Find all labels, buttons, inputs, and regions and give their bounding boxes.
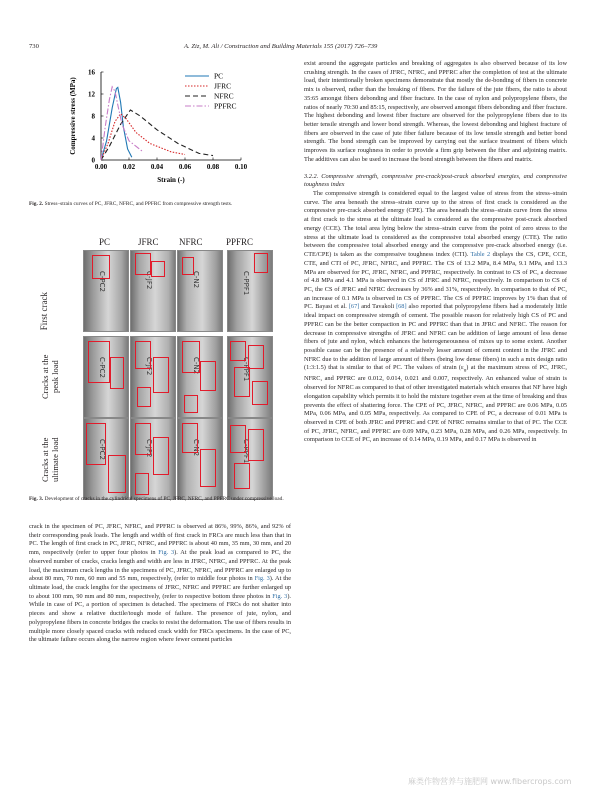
x-tick-label: 0.10 [234,163,248,171]
crack-highlight-box [234,367,250,397]
crack-highlight-box [86,423,106,465]
crack-highlight-box [230,341,246,361]
specimen-photo-jfrc-peak-load [130,336,176,418]
fig3-ref-link[interactable]: Fig. 3 [254,575,270,583]
page-number: 730 [29,43,39,50]
crack-highlight-box [234,463,250,489]
crack-highlight-box [182,423,198,453]
specimen-mark: C-PPF1 [242,439,250,464]
running-title: A. Ziz, M. Ali / Construction and Building Materials 155 (2017) 726–739 [184,43,378,50]
fig3-row-first-crack: First crack [39,292,49,331]
left-paragraph-1: crack in the specimen of PC, JFRC, NFRC, and PPFRC is observed at 86%, 99%, 86%, and 92% of their corresponding peak loads. The length and width of first crack in FRCs are much less than that in PC. The length of first crack in PC, JFRC, NFRC, and PPFRC is about 40 mm, 35 mm, 30 mm, and 20 mm, respectively (refer to upper four photos in Fig. 3). At the peak load as compared to PC, the observed number of cracks, cracks length and width are less in JFRC, NFRC, and PPFRC. At the peak load, the maximum crack lengths in the specimens of PC, JFRC, NFRC, and PPFRC are enlarged up to about 80 mm, 70 mm, 60 mm and 55 mm, respectively, (refer to middle four photos in Fig. 3). At the ultimate load, the crack lengths for the specimens of JFRC, NFRC and PPFRC are further enlarged up to about 100 mm, 90 mm and 80 mm, respectively, (refer to respective bottom three photos in Fig. 3). While in case of PC, a portion of specimen is detached. The specimens of FRCs do not shatter into pieces and show a relative ductile/tough mode of failure. The presence of jute, nylon, and polypropylene fibers in concrete bridges the cracks to resist the deformation. The use of fibers results in multiple more closely spaced cracks with reduced crack width for FRCs specimens. In the case of PC, the ultimate failure occurs along the narrow region where fewer cement particles [29,523,291,644]
specimen-mark: C-N2 [192,357,200,375]
specimen-mark: C-PC2 [98,439,106,460]
right-column-text [304,60,567,445]
crack-highlight-box [153,357,169,393]
crack-highlight-box [88,341,110,383]
fig3-col-pc: PC [99,237,111,247]
specimen-photo-nfrc-first-crack [177,250,223,332]
crack-highlight-box [182,257,194,275]
ref-68-link[interactable]: [68] [396,303,407,311]
y-tick-label: 4 [91,134,95,143]
fig3-caption-text: Development of cracks in the cylindrical specimens of PC, JFRC, NFRC, and PPFRC under compressive load. [44,496,284,502]
fig3-col-nfrc: NFRC [179,237,203,247]
specimen-photo-ppfrc-ultimate-load [227,418,273,500]
y-tick-label: 8 [91,112,95,121]
fig3-row-peak-load: Cracks at the peak load [40,354,60,400]
x-tick-label: 0.06 [178,163,192,171]
crack-highlight-box [200,361,216,391]
crack-highlight-box [110,357,124,389]
left-column-text [29,523,291,645]
specimen-photo-pc-peak-load [83,336,129,418]
specimen-photo-jfrc-first-crack [130,250,176,332]
specimen-mark: C-PPF1 [242,271,250,296]
fig3-caption [29,496,291,503]
section-heading-3-2-2: 3.2.2. Compressive strength, compressive pre-crack/post-crack absorbed energies, and compressive toughness index [304,172,567,189]
fig3-col-jfrc: JFRC [138,237,159,247]
x-axis-label: Strain (-) [157,176,185,184]
fig3-caption-label: Fig. 3. [29,496,44,502]
crack-highlight-box [151,261,165,277]
fig2-caption-label: Fig. 2. [29,201,44,207]
fig3-row-ultimate-load: Cracks at the ultimate load [40,437,60,483]
crack-highlight-box [153,437,169,475]
specimen-photo-ppfrc-peak-load [227,336,273,418]
crack-highlight-box [135,253,151,275]
specimen-mark: C-N2 [192,439,200,457]
crack-highlight-box [200,449,216,487]
crack-highlight-box [92,255,110,279]
specimen-mark: C-JF2 [145,271,153,290]
specimen-photo-pc-first-crack [83,250,129,332]
watermark: 麻类作物营养与施肥网 www.fibercrops.com [408,777,572,786]
fig3-ref-link[interactable]: Fig. 3 [158,549,175,557]
table2-ref-link[interactable]: Table 2 [470,251,491,259]
legend-label-nfrc: NFRC [214,91,234,101]
crack-highlight-box [137,387,151,407]
specimen-mark: C-PC2 [98,271,106,292]
fig3-ref-link[interactable]: Fig. 3 [272,592,288,600]
fig2-caption-text: Stress–strain curves of PC, JFRC, NFRC, and PPFRC from compressive strength tests. [44,201,233,207]
y-tick-label: 12 [88,90,95,99]
specimen-photo-pc-ultimate-load [83,418,129,500]
specimen-photo-nfrc-peak-load [177,336,223,418]
crack-highlight-box [252,381,268,405]
crack-highlight-box [254,253,268,273]
crack-highlight-box [248,345,264,369]
y-tick-label: 16 [88,68,95,77]
crack-highlight-box [248,429,264,461]
x-tick-label: 0.00 [94,163,108,171]
stress-strain-chart [29,60,291,198]
x-tick-label: 0.02 [122,163,136,171]
x-tick-label: 0.04 [150,163,164,171]
legend-label-ppfrc: PPFRC [214,101,237,111]
x-tick-label: 0.08 [206,163,220,171]
fig3-figure [29,232,291,494]
crack-highlight-box [135,423,153,458]
specimen-photo-ppfrc-first-crack [227,250,273,332]
y-axis-label: Compressive stress (MPa) [69,77,77,155]
specimen-mark: C-PPF1 [242,357,250,382]
specimen-mark: C-PC2 [98,357,106,378]
specimen-mark: C-N2 [192,271,200,289]
right-paragraph-2: The compressive strength is considered equal to the largest value of stress from the stress–strain curve. The area beneath the stress–strain curve up to the stress of first crack is considered as the compressive pre-crack absorbed energy (CPE). The area beneath the stress–strain curve from the stress at first crack to the stress at the ultimate load is considered as the compressive post-crack absorbed energy (CCE). The total area lying below the stress–strain curve from the point of zero stress to the stress at the ultimate load is considered as the compressive total absorbed energy (CTE). The ratio between the compressive total absorbed energy and the compressive pre-crack absorbed energy (i.e. CTE/CPE) is taken as the compressive toughness index (CTI). Table 2 displays the CS, CPE, CCE, CTE, and CTI of PC, JFRC, NFRC, and PPFRC. The CS of 13.2 MPa, 8.4 MPa, 9.1 MPa, and 13.3 MPa are observed for PC, JFRC, NFRC, and PPFRC, respectively. In contrast to CS of PC, a decrease of 4.8 MPa and 4.1 MPa is observed in CS of JFRC and NFRC, respectively. In comparison to CS of PC, the CS of JFRC and NFRC decreases by 36% and 31%, respectively. In comparison to that of PC, an increase of 0.1 MPa is observed in CS of PPFRC. The CS of PPFRC improves by 1% than that of PC. Bayasi et al. [67] and Tavakoli [68] also reported that polypropylene fibers had a moderately little ideal impact on compressive strength of cement. The possible reason for relatively high CS of PC and PPFRC can be the better compaction in PC and PPFRC than that in JFRC and NFRC. The reason for decrease in compressive strengths of JFRC and NFRC can be addition of large amount of less dense fibers of jute and nylon, which enhances the heterogeneousness of mixes up to some extent. Another possible cause can be the presence of a relatively lesser amount of cement content in the JFRC and NFRC due to the addition of large amount of fibers (being low dense fibers) in such a mix design ratio (1:3:1.5) that is similar to that of PC. The values of strain $(\varepsilon_u)$ at the maximum stress of PC, JFRC, NFRC, and PPFRC are 0.012, 0.014, 0.021 and 0.007, respectively. An enhanced value of strain is observed for NFRC as compared to that of other investigated materials which ensures that NF have high elongation capability which permits it to hold the mixture together even at the time of breaking and thus prevents the effect of shattering force. The CPE of PC, JFRC, NFRC, and PPFRC are 0.06 MPa, 0.05 MPa, 0.06 MPa, and 0.05 MPa, respectively. As compared to CPE of PC, a decrease of 0.01 MPa is observed in CPE of both JFRC and PPFRC and CPE of NFRC remains similar to that of PC. The CCE of PC, JFRC, NFRC, and PPFRC are 0.09 MPa, 0.23 MPa, 0.28 MPa, and 0.26 MPa, respectively. In comparison to CCE of PC, an increase of 0.14 MPa, 0.19 MPa, and 0.17 MPa is observed in [304,190,568,444]
crack-highlight-box [135,341,151,369]
y-tick-label: 0 [91,156,95,165]
legend-label-jfrc: JFRC [214,81,232,91]
specimen-photo-nfrc-ultimate-load [177,418,223,500]
crack-highlight-box [230,425,246,453]
fig3-col-ppfrc: PPFRC [226,237,254,247]
right-paragraph-1: exist around the aggregate particles and breaking of aggregates is also observed because of its low crushing strength. In the cases of JFRC, NFRC, and PPFRC after the completion of test at the ultimate load, their intentionally broken specimens demonstrate that mostly the de-bonding of fibers in concrete mix is observed, rather than the breaking of fibers. For the failure of the jute fibers, the ratio is about 35:65 amongst fibers debonding and fiber fracture. In the case of nylon and polypropylene fibers, the ratios of nearly 70:30 and 85:15, respectively, are observed amongst fibers debonding and fiber fracture. The highest debonding and lowest fiber fracture are observed for the polypropylene fibers due to its better tensile strength and lower bond strength. Whereas, the lowest debonding and highest fracture of fibers are observed in the case of jute fiber failure because of its low tensile strength and better bond strength. The bond strength can be improved by carrying out the surface treatment of fibers which improves its surface roughness in order to provide a firm grip between the fiber and adjoining matrix. The additives can also be used to increase the bond strength between the fibers and matrix. [304,60,567,163]
crack-highlight-box [135,473,149,495]
legend-label-pc: PC [214,71,224,81]
specimen-photo-jfrc-ultimate-load [130,418,176,500]
crack-highlight-box [182,341,200,373]
fig2-chart [29,60,291,198]
crack-highlight-box [184,395,198,413]
crack-highlight-box [108,455,126,493]
fig2-caption [29,201,291,208]
specimen-mark: C-JF2 [145,439,153,458]
ref-67-link[interactable]: [67] [348,303,360,311]
specimen-mark: C-JF2 [145,357,153,376]
